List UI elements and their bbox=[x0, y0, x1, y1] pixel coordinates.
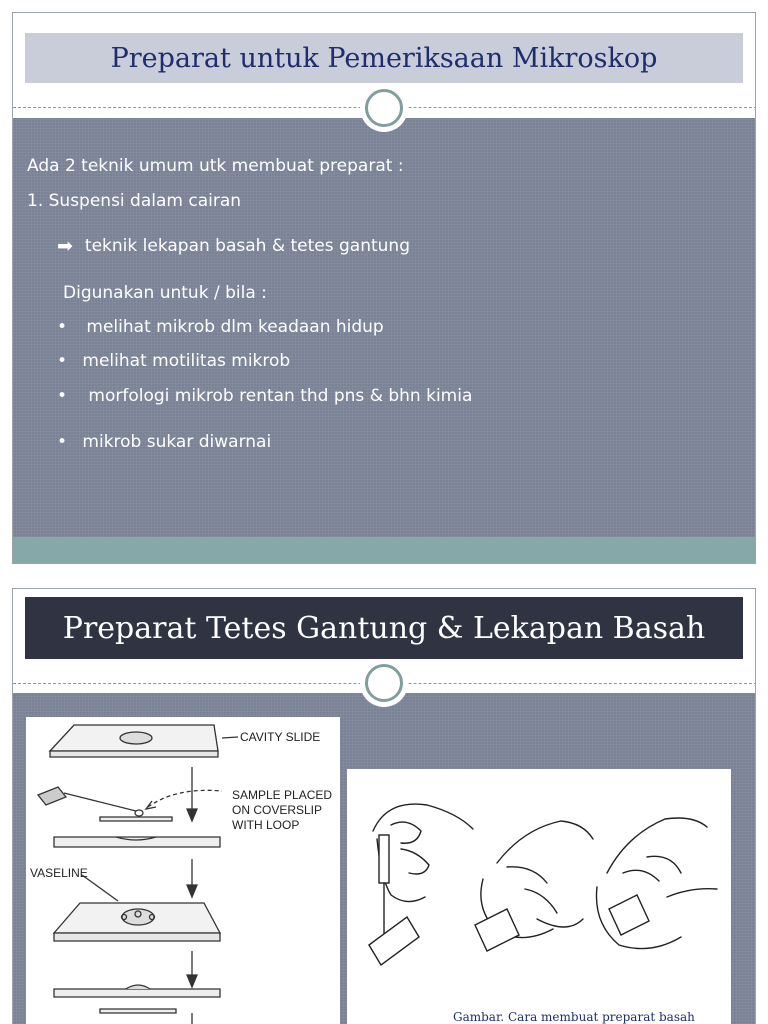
slide-title-bar bbox=[25, 33, 743, 83]
bullet-icon: • bbox=[57, 432, 68, 452]
list-item: • melihat mikrob dlm keadaan hidup bbox=[57, 317, 384, 337]
right-arrow-icon: ➡ bbox=[57, 235, 73, 257]
list-item: • mikrob sukar diwarnai bbox=[57, 432, 272, 452]
slide-title-bar bbox=[25, 597, 743, 659]
usage-heading: Digunakan untuk / bila : bbox=[63, 283, 267, 303]
vaseline-label: VASELINE bbox=[30, 866, 88, 880]
content-panel bbox=[13, 118, 756, 537]
footer-band bbox=[13, 537, 756, 564]
slide-1 bbox=[12, 12, 756, 564]
wet-mount-illustration bbox=[347, 769, 731, 1024]
figure-caption: Gambar. Cara membuat preparat basah bbox=[453, 1010, 695, 1024]
list-item: • melihat motilitas mikrob bbox=[57, 351, 291, 371]
slide-title: Preparat Tetes Gantung & Lekapan Basah bbox=[62, 610, 706, 646]
sample-label-line2: ON COVERSLIP bbox=[232, 803, 323, 817]
slide-title: Preparat untuk Pemeriksaan Mikroskop bbox=[110, 42, 658, 74]
list-item-1: 1. Suspensi dalam cairan bbox=[27, 191, 242, 211]
circle-ornament-icon bbox=[360, 84, 408, 132]
bullet-icon: • bbox=[57, 317, 68, 337]
sample-label-line3: WITH LOOP bbox=[232, 818, 300, 832]
cavity-slide-label: CAVITY SLIDE bbox=[240, 730, 321, 744]
hanging-drop-diagram bbox=[26, 717, 340, 1024]
list-item: • morfologi mikrob rentan thd pns & bhn kimia bbox=[57, 386, 473, 406]
intro-text: Ada 2 teknik umum utk membuat preparat : bbox=[27, 156, 404, 176]
slide-2 bbox=[12, 588, 756, 1024]
circle-ornament-icon bbox=[360, 659, 408, 707]
arrow-item bbox=[57, 235, 410, 257]
bullet-icon: • bbox=[57, 386, 68, 406]
arrow-item-text: teknik lekapan basah & tetes gantung bbox=[84, 236, 410, 256]
bullet-icon: • bbox=[57, 351, 68, 371]
sample-label-line1: SAMPLE PLACED bbox=[232, 788, 333, 802]
